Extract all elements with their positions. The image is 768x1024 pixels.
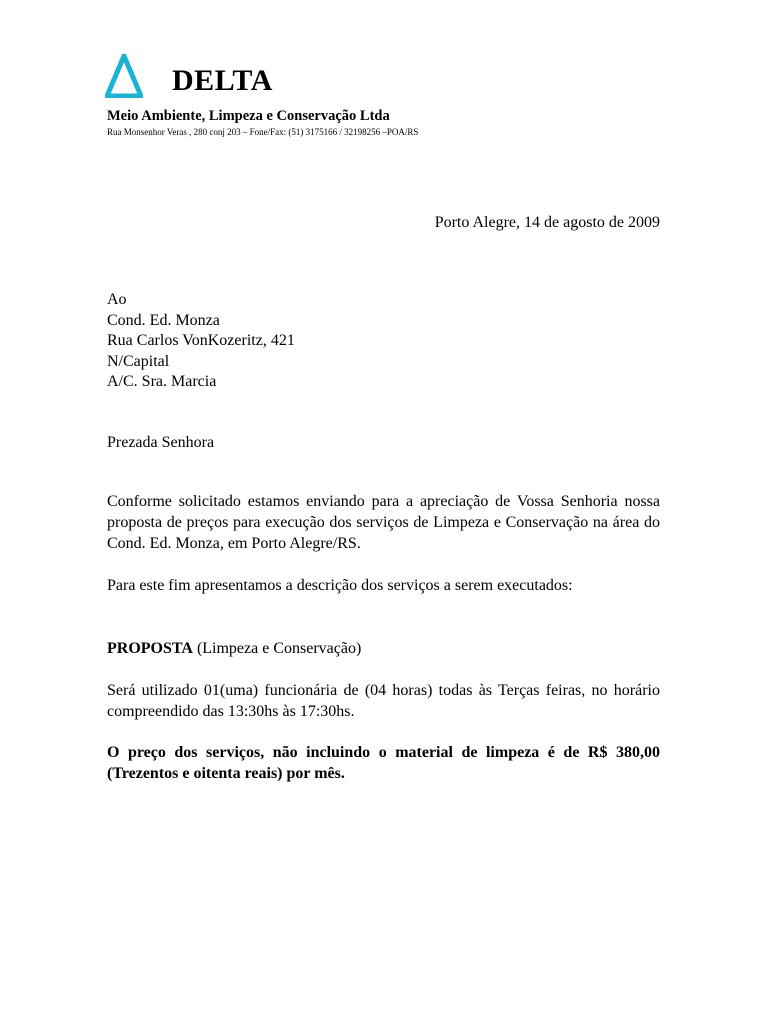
company-subtitle: Meio Ambiente, Limpeza e Conservação Ltda: [107, 108, 390, 124]
body-paragraph: Conforme solicitado estamos enviando para a apreciação de Vossa Senhoria nossa proposta de preços para execução dos serviços de Limpeza e Conservação na área do Cond. Ed. Monza, em Porto Alegre/RS.: [107, 493, 660, 552]
proposal-heading-rest: (Limpeza e Conservação): [192, 640, 362, 657]
letter-date: Porto Alegre, 14 de agosto de 2009: [434, 214, 660, 231]
price-paragraph: O preço dos serviços, não incluindo o material de limpeza é de R$ 380,00 (Trezentos e oitenta reais) por mês.: [107, 744, 660, 782]
recipient-line: Cond. Ed. Monza: [107, 311, 220, 329]
salutation: Prezada Senhora: [107, 434, 215, 451]
company-address: Rua Monsenhor Veras , 280 conj 203 – Fone/Fax: (51) 3175166 / 32198256 –POA/RS: [107, 127, 419, 137]
recipient-block: [107, 290, 295, 393]
proposal-heading: [107, 639, 361, 660]
recipient-line: N/Capital: [107, 352, 170, 370]
recipient-line: A/C. Sra. Marcia: [107, 373, 217, 390]
delta-triangle-logo-icon: [105, 54, 143, 98]
recipient-line: Ao: [107, 291, 127, 308]
body-paragraph: Para este fim apresentamos a descrição dos serviços a serem executados:: [107, 577, 573, 594]
company-name: DELTA: [172, 64, 273, 97]
recipient-line: Rua Carlos VonKozeritz, 421: [107, 332, 295, 349]
proposal-heading-bold: PROPOSTA: [107, 640, 193, 657]
body-paragraph: Será utilizado 01(uma) funcionária de (04 horas) todas às Terças feiras, no horário compreendido das 13:30hs às 17:30hs.: [107, 682, 660, 720]
